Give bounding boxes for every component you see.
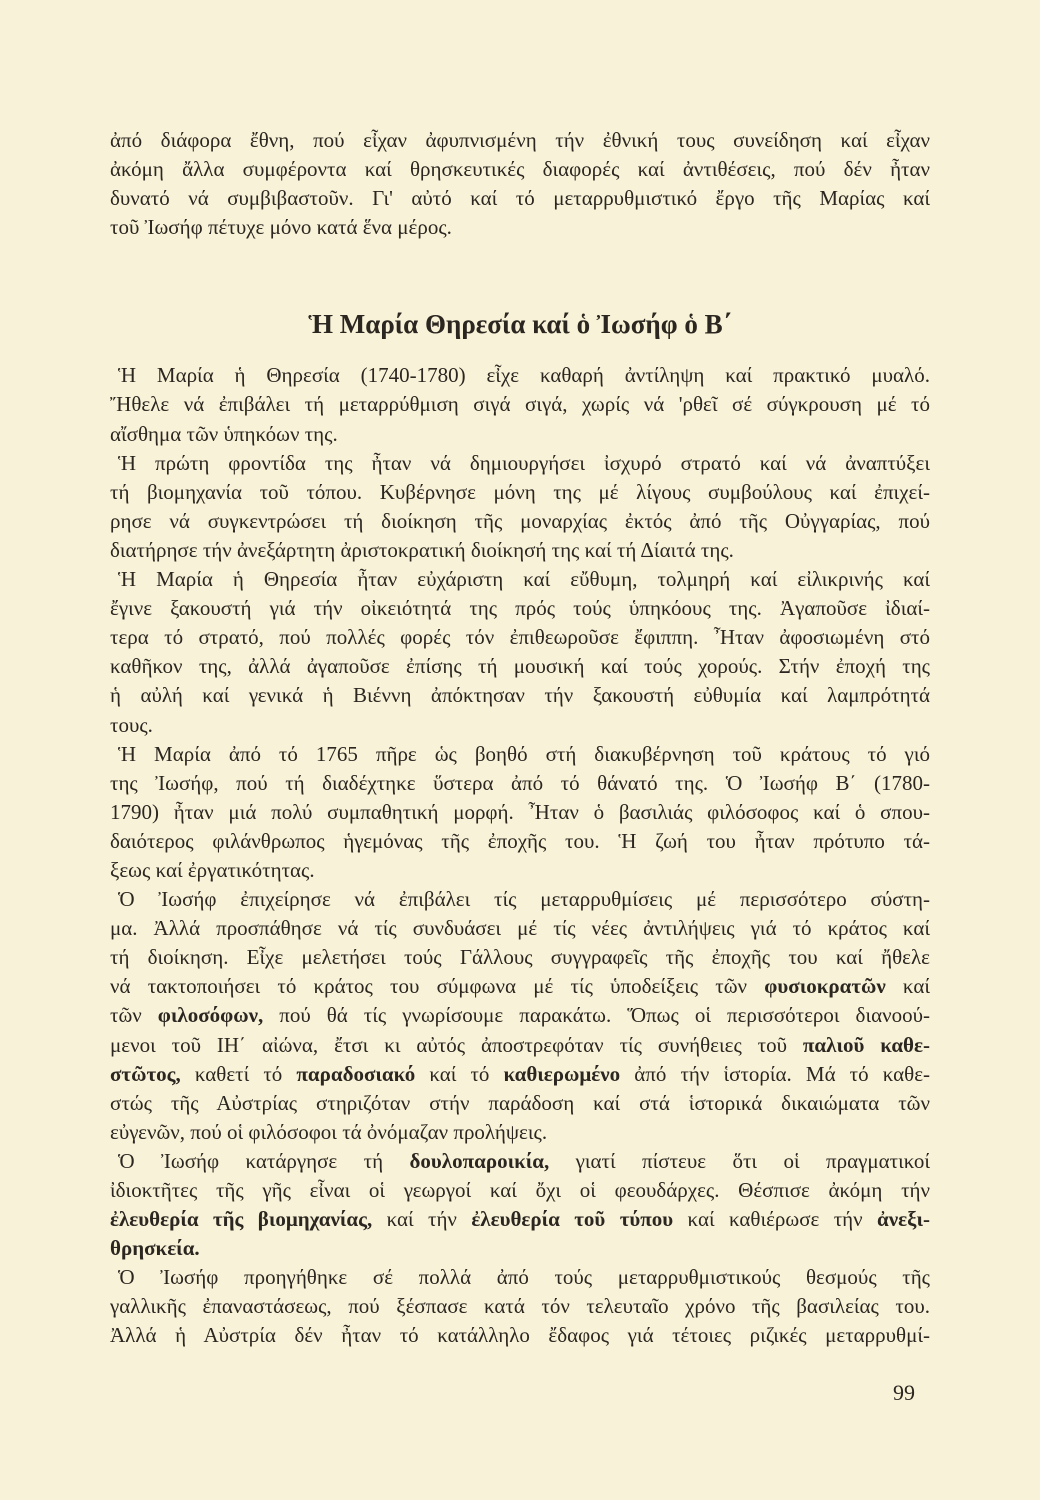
text-run: τή βιομηχανία τοῦ τόπου. Κυβέρνησε μόνη της μέ λίγους συμβούλους καί ἐπιχεί- <box>110 479 930 504</box>
text-line <box>110 184 930 213</box>
text-run: πού θά τίς γνωρίσουμε παρακάτω. Ὅπως οἱ περισσότεροι διανοού- <box>263 1003 930 1028</box>
text-line <box>110 827 930 856</box>
text-run: καί τήν <box>372 1207 472 1232</box>
text-run: ἀπό τήν ἱστορία. Μά τό καθε- <box>620 1061 930 1086</box>
text-line <box>110 1118 930 1147</box>
paragraph <box>110 1147 930 1263</box>
text-line <box>110 478 930 507</box>
text-line <box>110 507 930 536</box>
text-run: τοῦ Ἰωσήφ πέτυχε μόνο κατά ἕνα μέρος. <box>110 215 452 240</box>
bold-term: παλιοῦ καθε- <box>802 1032 930 1057</box>
text-run: δυνατό νά συμβιβαστοῦν. Γι' αὐτό καί τό μεταρρυθμιστικό ἔργο τῆς Μαρίας καί <box>110 186 930 211</box>
text-line <box>110 1321 930 1350</box>
text-run: καί καθιέρωσε τήν <box>673 1207 878 1232</box>
paragraph <box>110 449 930 565</box>
text-run: μενοι τοῦ ΙΗ΄ αἰώνα, ἔτσι κι αὐτός ἀποστρεφόταν τίς συνήθειες τοῦ <box>110 1032 803 1057</box>
text-line <box>110 213 930 242</box>
text-run: Ἡ Μαρία ἡ Θηρεσία ἦταν εὐχάριστη καί εὔθυμη, τολμηρή καί εἰλικρινής καί <box>118 567 930 592</box>
text-line <box>110 652 930 681</box>
bold-term: φυσιοκρατῶν <box>764 974 886 999</box>
text-line <box>110 390 930 419</box>
text-line <box>110 623 930 652</box>
text-line <box>110 565 930 594</box>
text-run: ἀκόμη ἄλλα συμφέροντα καί θρησκευτικές διαφορές καί ἀντιθέσεις, πού δέν ἦταν <box>110 157 930 182</box>
text-line <box>110 1089 930 1118</box>
text-run: ἀπό διάφορα ἔθνη, πού εἶχαν ἀφυπνισμένη τήν ἐθνική τους συνείδηση καί εἶχαν <box>110 128 930 152</box>
bold-term: φιλοσόφων, <box>157 1003 264 1028</box>
paragraph <box>110 885 930 1147</box>
text-run: τους. <box>110 712 153 737</box>
text-line <box>110 681 930 710</box>
text-line <box>110 972 930 1001</box>
text-line <box>110 711 930 740</box>
text-line <box>110 1205 930 1234</box>
text-line <box>110 594 930 623</box>
text-run: εὐγενῶν, πού οἱ φιλόσοφοι τά ὀνόμαζαν προλήψεις. <box>110 1119 548 1144</box>
paragraph <box>110 565 930 740</box>
text-line <box>110 798 930 827</box>
text-line <box>110 536 930 565</box>
text-run: μα. Ἀλλά προσπάθησε νά τίς συνδυάσει μέ τίς νέες ἀντιλήψεις γιά τό κράτος καί <box>110 916 930 941</box>
text-run: Ὁ Ἰωσήφ ἐπιχείρησε νά ἐπιβάλει τίς μεταρρυθμίσεις μέ περισσότερο σύστη- <box>118 887 930 912</box>
text-line <box>110 449 930 478</box>
book-page <box>110 126 930 1351</box>
text-line <box>110 769 930 798</box>
intro-text <box>110 126 930 242</box>
bold-term: ἐλευθερία τοῦ τύπου <box>471 1207 674 1232</box>
text-run: Ἤθελε νά ἐπιβάλει τή μεταρρύθμιση σιγά σιγά, χωρίς νά 'ρθεῖ σέ σύγκρουση μέ τό <box>110 392 930 417</box>
text-line <box>110 1292 930 1321</box>
text-line <box>110 943 930 972</box>
paragraph <box>110 740 930 885</box>
section-heading: Ἡ Μαρία Θηρεσία καί ὁ Ἰωσήφ ὁ Β΄ <box>308 309 732 340</box>
text-line <box>110 126 930 155</box>
text-run: Ὁ Ἰωσήφ κατάργησε τή <box>118 1148 410 1173</box>
bold-term: παραδοσιακό <box>296 1061 416 1086</box>
text-run: Ὁ Ἰωσήφ προηγήθηκε σέ πολλά ἀπό τούς μεταρρυθμιστικούς θεσμούς τῆς <box>118 1265 930 1290</box>
text-run: τερα τό στρατό, πού πολλές φορές τόν ἐπιθεωροῦσε ἔφιππη. Ἦταν ἀφοσιωμένη στό <box>110 625 930 650</box>
bold-term: ἀνεξι- <box>877 1207 930 1232</box>
text-run: Ἡ Μαρία ἀπό τό 1765 πῆρε ὡς βοηθό στή διακυβέρνηση τοῦ κράτους τό γιό <box>118 741 930 766</box>
text-run: τή διοίκηση. Εἶχε μελετήσει τούς Γάλλους συγγραφεῖς τῆς ἐποχῆς του καί ἤθελε <box>110 945 930 970</box>
text-line <box>110 1263 930 1292</box>
text-run: καί <box>885 974 930 999</box>
text-run: γαλλικῆς ἐπαναστάσεως, πού ξέσπασε κατά τόν τελευταῖο χρόνο τῆς βασιλείας του. <box>110 1294 930 1319</box>
text-run: γιατί πίστευε ὅτι οἱ πραγματικοί <box>549 1148 930 1173</box>
text-run: στώς τῆς Αὐστρίας στηριζόταν στήν παράδοση καί στά ἱστορικά δικαιώματα τῶν <box>110 1090 930 1115</box>
page-number: 99 <box>893 1380 915 1405</box>
text-run: 1790) ἦταν μιά πολύ συμπαθητική μορφή. Ἦταν ὁ βασιλιάς φιλόσοφος καί ὁ σπου- <box>110 799 930 824</box>
text-line <box>110 420 930 449</box>
paragraph <box>110 1263 930 1350</box>
text-line <box>110 1031 930 1060</box>
text-run: καί τό <box>415 1061 504 1086</box>
bold-term: θρησκεία. <box>110 1236 200 1261</box>
text-line <box>110 856 930 885</box>
text-run: ἔγινε ξακουστή γιά τήν οἰκειότητά της πρός τούς ὑπηκόους της. Ἀγαποῦσε ἰδιαί- <box>110 596 930 621</box>
bold-term: δουλοπαροικία, <box>409 1148 550 1173</box>
paragraph <box>110 126 930 242</box>
text-line <box>110 740 930 769</box>
paragraph <box>110 361 930 448</box>
text-run: τῶν <box>110 1003 158 1028</box>
text-line <box>110 1147 930 1176</box>
text-run: καθετί τό <box>180 1061 297 1086</box>
text-line <box>110 1060 930 1089</box>
text-line <box>110 1001 930 1030</box>
text-run: ἰδιοκτῆτες τῆς γῆς εἶναι οἱ γεωργοί καί ὄχι οἱ φεουδάρχες. Θέσπισε ἀκόμη τήν <box>110 1178 930 1202</box>
text-line <box>110 361 930 390</box>
text-run: ρησε νά συγκεντρώσει τή διοίκηση τῆς μοναρχίας ἐκτός ἀπό τῆς Οὐγγαρίας, πού <box>110 508 930 533</box>
text-run: Ἡ πρώτη φροντίδα της ἦταν νά δημιουργήσει ἰσχυρό στρατό καί νά ἀναπτύξει <box>118 450 930 475</box>
text-run: Ἡ Μαρία ἡ Θηρεσία (1740-1780) εἶχε καθαρή ἀντίληψη καί πρακτικό μυαλό. <box>118 363 930 388</box>
text-run: της Ἰωσήφ, πού τή διαδέχτηκε ὕστερα ἀπό τό θάνατό της. Ὁ Ἰωσήφ Β΄ (1780- <box>110 770 930 795</box>
bold-term: ἐλευθερία τῆς βιομηχανίας, <box>110 1207 373 1232</box>
section-body <box>110 361 930 1350</box>
text-run: καθῆκον της, ἀλλά ἀγαποῦσε ἐπίσης τή μουσική καί τούς χορούς. Στήν ἐποχή της <box>110 654 930 679</box>
text-line <box>110 914 930 943</box>
text-run: νά τακτοποιήσει τό κράτος του σύμφωνα μέ τίς ὑποδείξεις τῶν <box>110 974 765 999</box>
text-run: διατήρησε τήν ἀνεξάρτητη ἀριστοκρατική διοίκησή της καί τή Δίαιτά της. <box>110 537 734 562</box>
text-line <box>110 1234 930 1263</box>
text-line <box>110 1176 930 1205</box>
text-run: αἴσθημα τῶν ὑπηκόων της. <box>110 421 338 446</box>
bold-term: καθιερωμένο <box>503 1061 621 1086</box>
text-run: Ἀλλά ἡ Αὐστρία δέν ἦταν τό κατάλληλο ἔδαφος γιά τέτοιες ριζικές μεταρρυθμί- <box>110 1323 930 1348</box>
text-run: ξεως καί ἐργατικότητας. <box>110 857 315 882</box>
text-line <box>110 155 930 184</box>
text-line <box>110 885 930 914</box>
bold-term: στῶτος, <box>110 1061 181 1086</box>
text-run: ἡ αὐλή καί γενικά ἡ Βιέννη ἀπόκτησαν τήν ξακουστή εὐθυμία καί λαμπρότητά <box>110 683 930 708</box>
text-run: δαιότερος φιλάνθρωπος ἡγεμόνας τῆς ἐποχῆς του. Ἡ ζωή του ἦταν πρότυπο τά- <box>110 828 930 853</box>
